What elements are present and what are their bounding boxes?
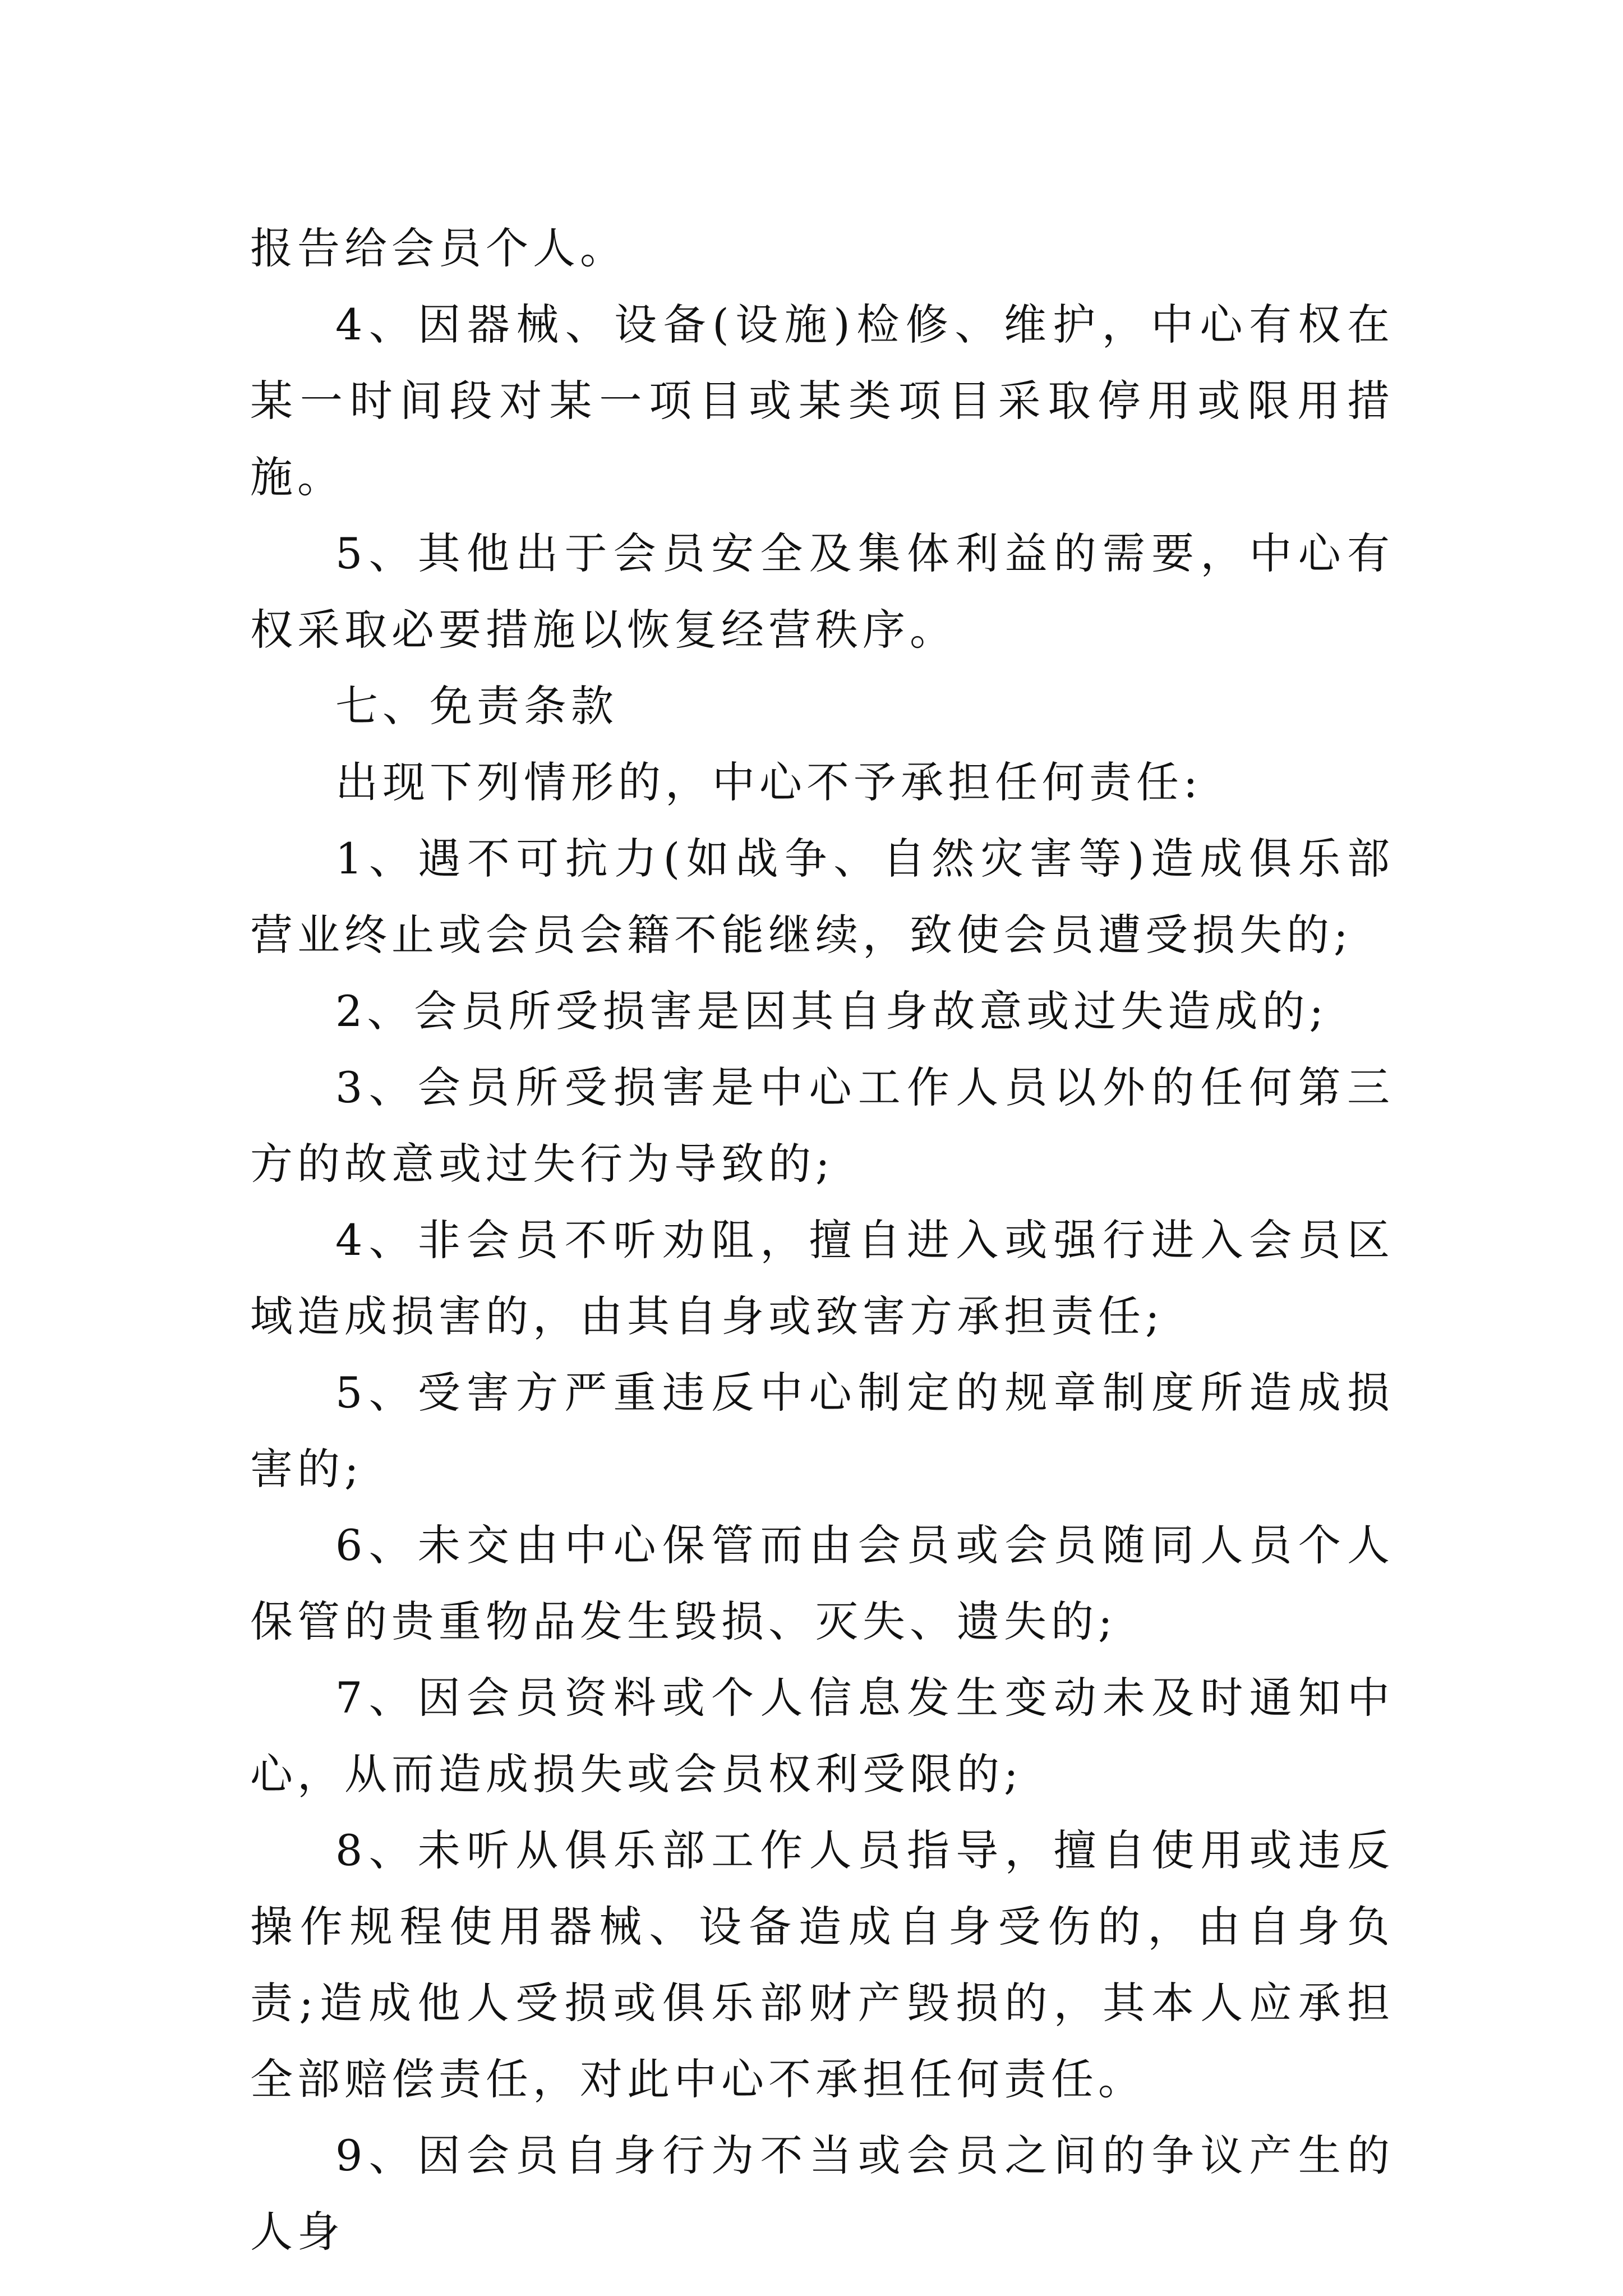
paragraph-disclaimer-item-8: 8、未听从俱乐部工作人员指导，擅自使用或违反操作规程使用器械、设备造成自身受伤的，由自身负责;造成他人受损或俱乐部财产毁损的，其本人应承担全部赔偿责任，对此中心不承担任何责任。 xyxy=(250,1825,1394,2104)
paragraph-disclaimer-item-7: 7、因会员资料或个人信息发生变动未及时通知中心，从而造成损失或会员权利受限的; xyxy=(250,1673,1394,1799)
paragraph-disclaimer-item-6: 6、未交由中心保管而由会员或会员随同人员个人保管的贵重物品发生毁损、灭失、遗失的; xyxy=(250,1520,1394,1646)
paragraph-disclaimer-intro: 出现下列情形的，中心不予承担任何责任: xyxy=(335,757,1202,807)
paragraph-disclaimer-item-5: 5、受害方严重违反中心制定的规章制度所造成损害的; xyxy=(250,1368,1394,1494)
paragraph-disclaimer-item-9: 9、因会员自身行为不当或会员之间的争议产生的人身 xyxy=(250,2131,1394,2257)
paragraph-disclaimer-item-3: 3、会员所受损害是中心工作人员以外的任何第三方的故意或过失行为导致的; xyxy=(250,1062,1394,1189)
paragraph-disclaimer-item-4: 4、非会员不听劝阻，擅自进入或强行进入会员区域造成损害的，由其自身或致害方承担责任; xyxy=(250,1215,1394,1341)
paragraph-item-4-maintenance: 4、因器械、设备(设施)检修、维护，中心有权在某一时间段对某一项目或某类项目采取停用或限用措施。 xyxy=(250,300,1394,502)
section-heading-disclaimer: 七、免责条款 xyxy=(335,681,618,731)
paragraph-disclaimer-item-1: 1、遇不可抗力(如战争、自然灾害等)造成俱乐部营业终止或会员会籍不能继续，致使会员遭受损失的; xyxy=(250,834,1394,960)
paragraph-continuation: 报告给会员个人。 xyxy=(250,223,627,273)
paragraph-item-5-safety-measures: 5、其他出于会员安全及集体利益的需要，中心有权采取必要措施以恢复经营秩序。 xyxy=(250,528,1394,655)
paragraph-disclaimer-item-2: 2、会员所受损害是因其自身故意或过失造成的; xyxy=(335,986,1328,1036)
document-body xyxy=(250,210,1394,2270)
